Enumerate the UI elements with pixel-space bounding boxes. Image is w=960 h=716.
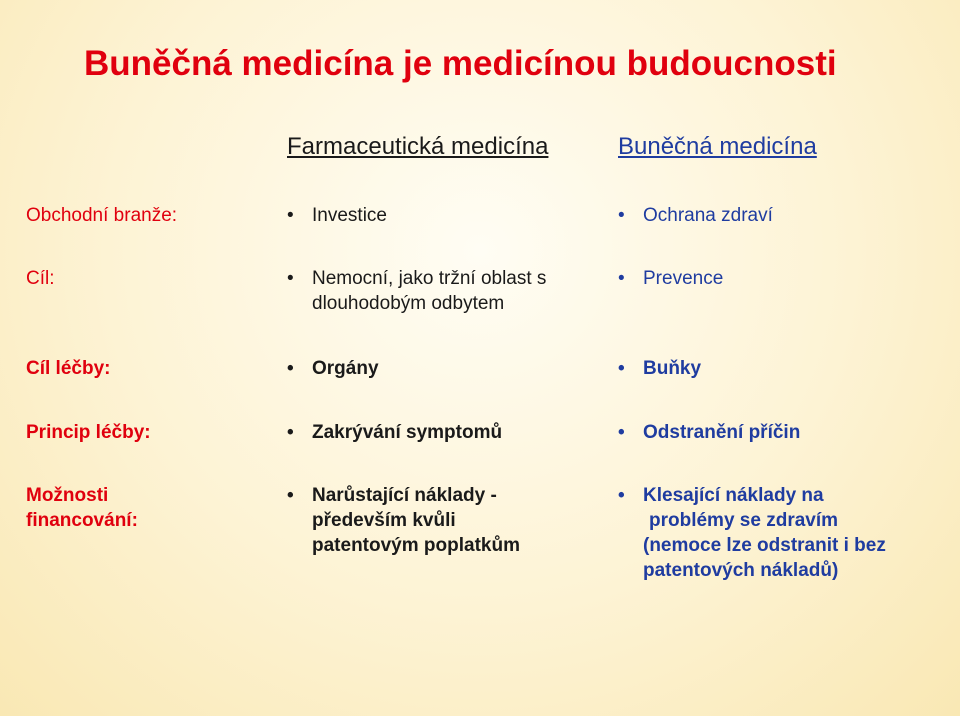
- item-line: Zakrývání symptomů: [312, 422, 503, 443]
- item-line: Odstranění příčin: [643, 422, 801, 443]
- cell-item-financing: [618, 483, 886, 583]
- row-label-line: Princip léčby:: [26, 422, 151, 443]
- bullet-icon: •: [287, 358, 294, 379]
- column-header-pharmaceutical: Farmaceutická medicína: [287, 133, 549, 160]
- row-label-business: [26, 203, 177, 228]
- row-label-line: Možnosti: [26, 485, 109, 506]
- row-label-financing: [26, 483, 138, 533]
- cell-item-treatment-goal: [618, 356, 701, 381]
- cell-item-treatment-principle: [618, 420, 800, 445]
- pharma-item-treatment-goal: [287, 356, 379, 381]
- row-label-line: Obchodní branže:: [26, 205, 178, 226]
- item-line: Orgány: [312, 358, 379, 379]
- item-line: (nemoce lze odstranit i bez: [643, 535, 886, 556]
- row-label-line: Cíl:: [26, 268, 55, 289]
- bullet-icon: •: [618, 268, 625, 289]
- row-label-treatment-principle: [26, 420, 151, 445]
- item-line: Investice: [312, 205, 387, 226]
- pharma-item-treatment-principle: [287, 420, 502, 445]
- bullet-icon: •: [287, 422, 294, 443]
- cell-item-business: [618, 203, 773, 228]
- bullet-icon: •: [618, 485, 625, 506]
- row-label-line: financování:: [26, 510, 138, 531]
- row-label-line: Cíl léčby:: [26, 358, 111, 379]
- bullet-icon: •: [287, 485, 294, 506]
- item-line: Buňky: [643, 358, 702, 379]
- bullet-icon: •: [618, 205, 625, 226]
- column-header-cellular: Buněčná medicína: [618, 133, 817, 160]
- pharma-item-financing: [287, 483, 520, 558]
- item-line: patentovým poplatkům: [312, 535, 520, 556]
- item-line: především kvůli: [312, 510, 456, 531]
- pharma-item-goal: [287, 266, 546, 316]
- cell-item-goal: [618, 266, 723, 291]
- bullet-icon: •: [287, 268, 294, 289]
- bullet-icon: •: [618, 358, 625, 379]
- item-line: Klesající náklady na: [643, 485, 824, 506]
- item-line: patentových nákladů): [643, 560, 839, 581]
- row-label-treatment-goal: [26, 356, 110, 381]
- pharma-item-business: [287, 203, 387, 228]
- bullet-icon: •: [618, 422, 625, 443]
- slide-title: Buněčná medicína je medicínou budoucnosti: [84, 44, 837, 83]
- item-line: problémy se zdravím: [649, 510, 839, 531]
- row-label-goal: [26, 266, 55, 291]
- item-line: Ochrana zdraví: [643, 205, 773, 226]
- item-line: Narůstající náklady -: [312, 485, 497, 506]
- item-line: Nemocní, jako tržní oblast s: [312, 268, 547, 289]
- item-line: dlouhodobým odbytem: [312, 293, 505, 314]
- bullet-icon: •: [287, 205, 294, 226]
- item-line: Prevence: [643, 268, 724, 289]
